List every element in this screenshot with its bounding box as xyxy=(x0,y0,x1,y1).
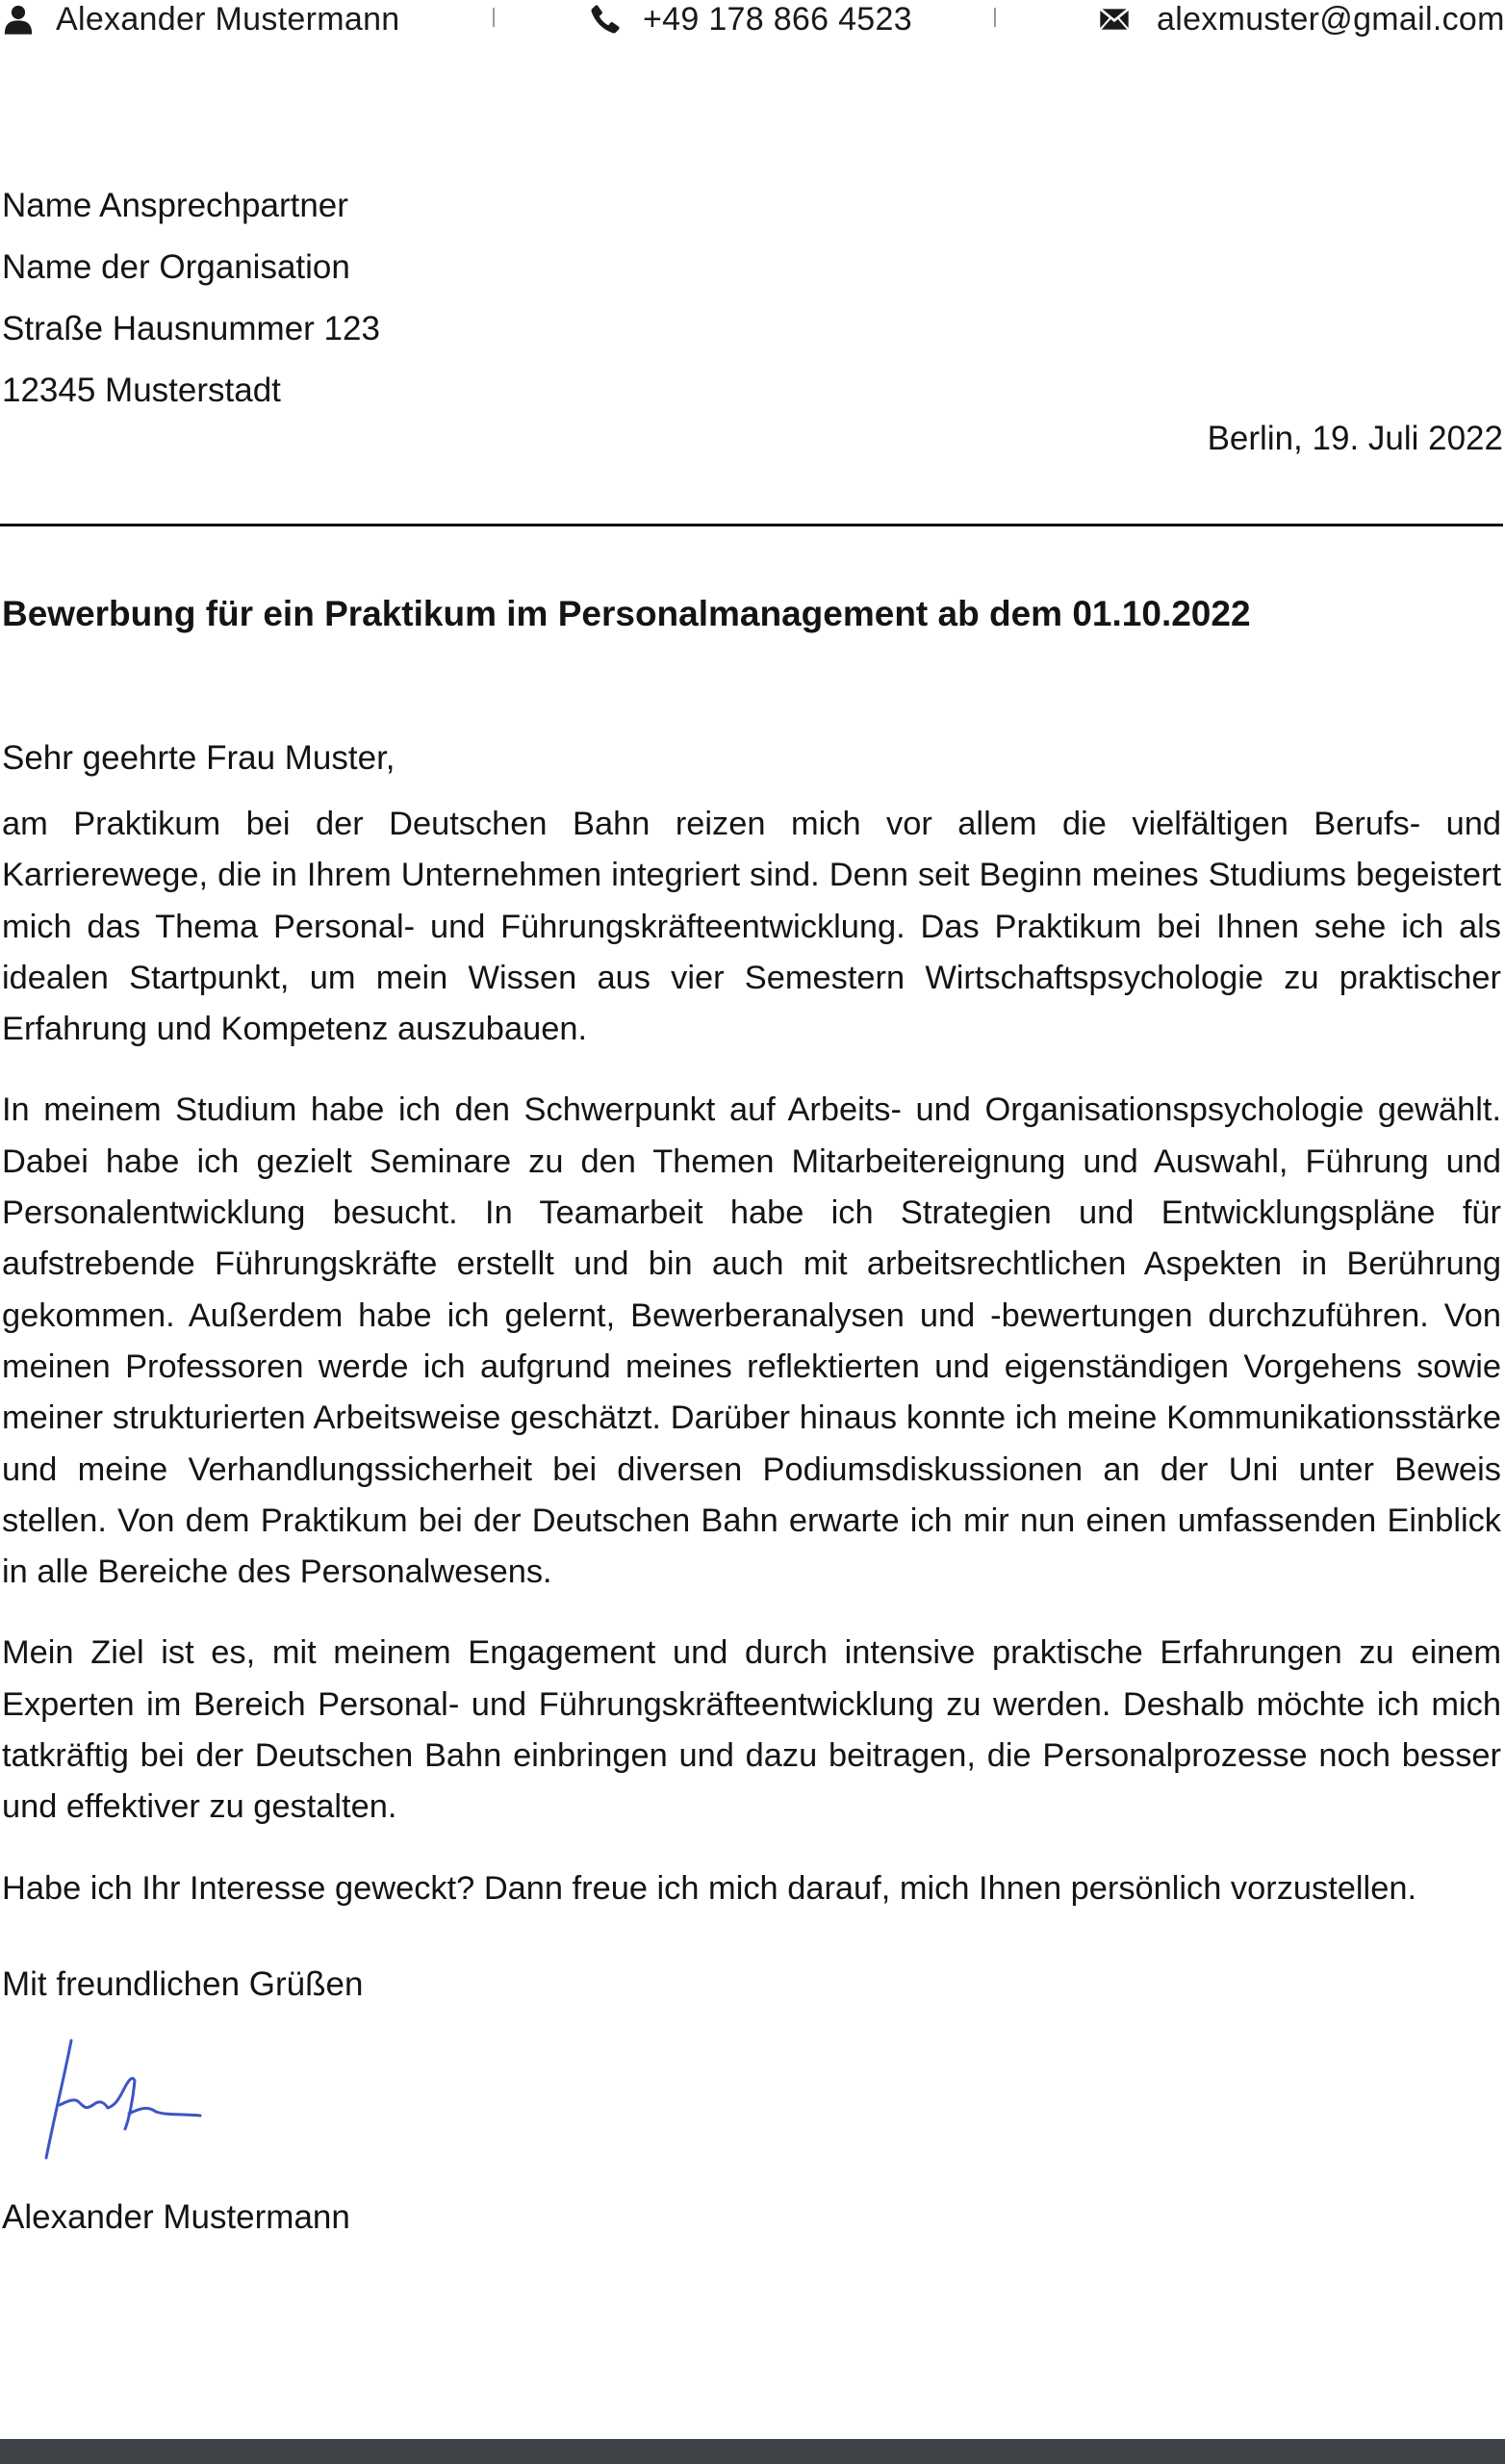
paragraph: In meinem Studium habe ich den Schwerpunkt auf Arbeits- und Organisationspsychologie gewählt. Dabei habe ich gezielt Seminare zu den Themen Mitarbeitereignung und Auswahl, Führung und Personalentwicklung besucht. In Teamarbeit habe ich Strategien und Entwicklungspläne für aufstrebende Führungskräfte erstellt und bin auch mit arbeitsrechtlichen Aspekten in Berührung gekommen. Außerdem habe ich gelernt, Bewerberanalysen und -bewertungen durchzuführen. Von meinen Professoren werde ich aufgrund meines reflektierten und eigenständigen Vorgehens sowie meiner strukturierten Arbeitsweise geschätzt. Darüber hinaus konnte ich meine Kommunikationsstärke und meine Verhandlungssicherheit bei diversen Podiumsdiskussionen an der Uni unter Beweis stellen. Von dem Praktikum bei der Deutschen Bahn erwarte ich mir nun einen umfassenden Einblick in alle Bereiche des Personalwesens. xyxy=(2,1091,1501,1591)
envelope-icon xyxy=(1099,6,1130,33)
paragraph: am Praktikum bei der Deutschen Bahn reizen mich vor allem die vielfältigen Berufs- und Karrierewege, die in Ihrem Unternehmen integriert sind. Denn seit Beginn meines Studiums begeistert mich das Thema Personal- und Führungskräfteentwicklung. Das Praktikum bei Ihnen sehe ich als idealen Startpunkt, um mein Wissen aus vier Semestern Wirtschaftspsychologie zu praktischer Erfahrung und Kompetenz auszubauen. xyxy=(2,806,1501,1048)
recipient-organization: Name der Organisation xyxy=(2,248,350,286)
contact-header xyxy=(0,0,1505,38)
paragraph: Mein Ziel ist es, mit meinem Engagement und durch intensive praktische Erfahrungen zu einem Experten im Bereich Personal- und Führungskräfteentwicklung zu werden. Deshalb möchte ich mich tatkräftig bei der Deutschen Bahn einbringen und dazu beitragen, die Personalprozesse noch besser und effektiver zu gestalten. xyxy=(2,1634,1501,1826)
footer-bar xyxy=(0,2439,1505,2464)
recipient-contact: Name Ansprechpartner xyxy=(2,187,348,224)
subject-line: Bewerbung für ein Praktikum im Personalmanagement ab dem 01.10.2022 xyxy=(2,594,1251,633)
letter-body xyxy=(2,799,1501,1944)
letter-date: Berlin, 19. Juli 2022 xyxy=(1207,420,1503,457)
person-icon xyxy=(2,3,35,36)
separator xyxy=(994,8,996,27)
contact-phone xyxy=(589,0,912,38)
signature-name: Alexander Mustermann xyxy=(2,2198,350,2236)
signature xyxy=(37,2033,248,2187)
divider xyxy=(0,524,1503,526)
recipient-address xyxy=(2,175,380,422)
phone-icon xyxy=(589,3,622,36)
recipient-street: Straße Hausnummer 123 xyxy=(2,310,380,347)
salutation: Sehr geehrte Frau Muster, xyxy=(2,739,395,777)
phone-number: +49 178 866 4523 xyxy=(643,1,912,38)
separator xyxy=(493,8,495,27)
closing: Mit freundlichen Grüßen xyxy=(2,1965,364,2003)
paragraph: Habe ich Ihr Interesse geweckt? Dann freue ich mich darauf, mich Ihnen persönlich vorzustellen. xyxy=(2,1869,1416,1907)
recipient-city: 12345 Musterstadt xyxy=(2,372,281,409)
sender-name: Alexander Mustermann xyxy=(56,1,400,38)
contact-email xyxy=(1099,0,1505,38)
email-address: alexmuster@gmail.com xyxy=(1157,1,1505,38)
contact-name xyxy=(2,0,400,38)
